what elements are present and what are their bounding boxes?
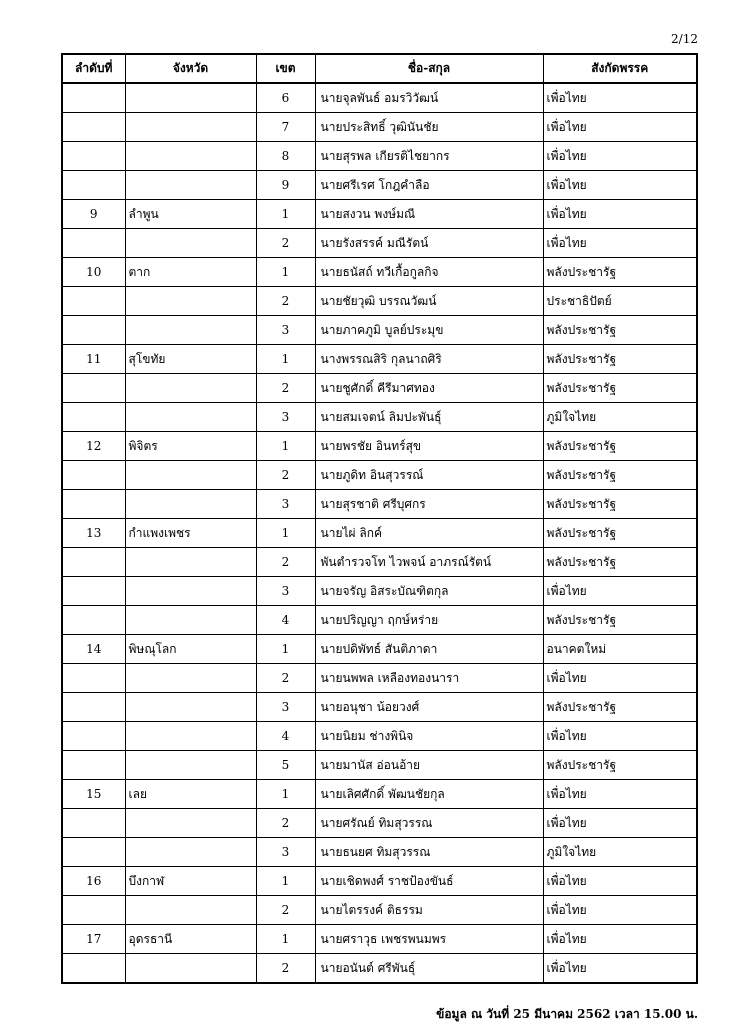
cell-party: ภูมิใจไทย (543, 838, 697, 867)
cell-district: 3 (256, 316, 315, 345)
cell-party: พลังประชารัฐ (543, 606, 697, 635)
cell-order (62, 229, 125, 258)
cell-district: 1 (256, 345, 315, 374)
cell-order (62, 403, 125, 432)
cell-district: 1 (256, 867, 315, 896)
table-row (62, 925, 697, 954)
cell-order (62, 577, 125, 606)
cell-party: เพื่อไทย (543, 809, 697, 838)
cell-party: เพื่อไทย (543, 954, 697, 984)
cell-name: นายธนยศ ทิมสุวรรณ (315, 838, 543, 867)
cell-name: นายศรีเรศ โกฎคำลือ (315, 171, 543, 200)
cell-name: นายอนันต์ ศรีพันธุ์ (315, 954, 543, 984)
cell-district: 2 (256, 664, 315, 693)
cell-order (62, 490, 125, 519)
cell-province (125, 229, 256, 258)
cell-party: เพื่อไทย (543, 780, 697, 809)
cell-province: เลย (125, 780, 256, 809)
cell-party: พลังประชารัฐ (543, 490, 697, 519)
cell-party: เพื่อไทย (543, 113, 697, 142)
table-row (62, 171, 697, 200)
cell-province (125, 113, 256, 142)
cell-order: 16 (62, 867, 125, 896)
cell-district: 7 (256, 113, 315, 142)
cell-name: นายนิยม ช่างพินิจ (315, 722, 543, 751)
cell-party: เพื่อไทย (543, 171, 697, 200)
cell-district: 2 (256, 954, 315, 984)
cell-order (62, 606, 125, 635)
cell-party: พลังประชารัฐ (543, 258, 697, 287)
cell-party: ภูมิใจไทย (543, 403, 697, 432)
table-row (62, 896, 697, 925)
cell-province: ลำพูน (125, 200, 256, 229)
cell-province (125, 577, 256, 606)
cell-province (125, 171, 256, 200)
table-row (62, 577, 697, 606)
table-row (62, 606, 697, 635)
table-row (62, 780, 697, 809)
cell-district: 3 (256, 693, 315, 722)
cell-name: นายสุรพล เกียรติไชยากร (315, 142, 543, 171)
cell-province (125, 896, 256, 925)
cell-district: 1 (256, 432, 315, 461)
cell-order: 9 (62, 200, 125, 229)
cell-district: 6 (256, 83, 315, 113)
cell-order (62, 142, 125, 171)
cell-name: นายมานัส อ่อนอ้าย (315, 751, 543, 780)
cell-province: พิจิตร (125, 432, 256, 461)
cell-province (125, 664, 256, 693)
cell-order: 17 (62, 925, 125, 954)
cell-province: สุโขทัย (125, 345, 256, 374)
cell-party: พลังประชารัฐ (543, 548, 697, 577)
cell-order (62, 954, 125, 984)
table-row (62, 751, 697, 780)
cell-name: นายภูดิท อินสุวรรณ์ (315, 461, 543, 490)
cell-province (125, 809, 256, 838)
table-row (62, 693, 697, 722)
cell-order (62, 751, 125, 780)
cell-party: เพื่อไทย (543, 200, 697, 229)
cell-province (125, 374, 256, 403)
cell-party: ประชาธิปัตย์ (543, 287, 697, 316)
cell-name: นางพรรณสิริ กุลนาถศิริ (315, 345, 543, 374)
cell-party: เพื่อไทย (543, 867, 697, 896)
cell-province: อุดรธานี (125, 925, 256, 954)
cell-district: 5 (256, 751, 315, 780)
cell-district: 9 (256, 171, 315, 200)
table-row (62, 664, 697, 693)
cell-party: เพื่อไทย (543, 664, 697, 693)
cell-district: 8 (256, 142, 315, 171)
table-row (62, 809, 697, 838)
cell-order (62, 548, 125, 577)
cell-district: 1 (256, 925, 315, 954)
cell-order (62, 461, 125, 490)
cell-district: 2 (256, 229, 315, 258)
table-row (62, 374, 697, 403)
cell-district: 1 (256, 519, 315, 548)
cell-province (125, 751, 256, 780)
cell-name: นายภาคภูมิ บูลย์ประมุข (315, 316, 543, 345)
cell-district: 3 (256, 403, 315, 432)
cell-party: พลังประชารัฐ (543, 345, 697, 374)
table-row (62, 954, 697, 984)
table-row (62, 403, 697, 432)
table-row (62, 316, 697, 345)
table-row (62, 548, 697, 577)
table-row (62, 113, 697, 142)
cell-province (125, 693, 256, 722)
cell-party: เพื่อไทย (543, 925, 697, 954)
cell-province (125, 838, 256, 867)
cell-province (125, 287, 256, 316)
cell-district: 2 (256, 374, 315, 403)
cell-party: พลังประชารัฐ (543, 432, 697, 461)
cell-province (125, 461, 256, 490)
cell-name: นายไผ่ ลิกค์ (315, 519, 543, 548)
cell-province (125, 548, 256, 577)
table-row (62, 200, 697, 229)
cell-order: 14 (62, 635, 125, 664)
cell-party: เพื่อไทย (543, 722, 697, 751)
cell-party: เพื่อไทย (543, 83, 697, 113)
table-row (62, 635, 697, 664)
cell-order: 13 (62, 519, 125, 548)
cell-name: นายรังสรรค์ มณีรัตน์ (315, 229, 543, 258)
cell-party: พลังประชารัฐ (543, 374, 697, 403)
cell-name: นายสงวน พงษ์มณี (315, 200, 543, 229)
header-province: จังหวัด (125, 54, 256, 83)
cell-district: 1 (256, 200, 315, 229)
cell-province (125, 83, 256, 113)
cell-district: 2 (256, 896, 315, 925)
header-order: ลำดับที่ (62, 54, 125, 83)
cell-order: 15 (62, 780, 125, 809)
cell-district: 3 (256, 490, 315, 519)
cell-district: 1 (256, 635, 315, 664)
cell-province (125, 722, 256, 751)
cell-province: พิษณุโลก (125, 635, 256, 664)
cell-province (125, 316, 256, 345)
table-row (62, 490, 697, 519)
table-row (62, 229, 697, 258)
cell-province (125, 490, 256, 519)
table-row (62, 345, 697, 374)
table-row (62, 432, 697, 461)
cell-order (62, 113, 125, 142)
cell-name: นายศรัณย์ ทิมสุวรรณ (315, 809, 543, 838)
cell-name: นายศราวุธ เพชรพนมพร (315, 925, 543, 954)
cell-name: นายปริญญา ฤกษ์หร่าย (315, 606, 543, 635)
cell-party: เพื่อไทย (543, 896, 697, 925)
cell-district: 1 (256, 258, 315, 287)
table-row (62, 258, 697, 287)
cell-district: 2 (256, 287, 315, 316)
table-header-row (62, 54, 697, 83)
cell-name: นายสมเจตน์ ลิมปะพันธุ์ (315, 403, 543, 432)
cell-order (62, 809, 125, 838)
cell-name: นายสุรชาติ ศรีบุศกร (315, 490, 543, 519)
table-row (62, 867, 697, 896)
cell-name: นายธนัสถ์ ทวีเกื้อกูลกิจ (315, 258, 543, 287)
cell-district: 4 (256, 722, 315, 751)
table-row (62, 142, 697, 171)
cell-name: นายประสิทธิ์ วุฒินันชัย (315, 113, 543, 142)
cell-party: อนาคตใหม่ (543, 635, 697, 664)
cell-party: พลังประชารัฐ (543, 519, 697, 548)
cell-district: 1 (256, 780, 315, 809)
table-body (62, 83, 697, 983)
cell-order (62, 664, 125, 693)
cell-name: นายชูศักดิ์ คีรีมาศทอง (315, 374, 543, 403)
cell-name: นายชัยวุฒิ บรรณวัฒน์ (315, 287, 543, 316)
cell-order: 12 (62, 432, 125, 461)
cell-district: 3 (256, 838, 315, 867)
cell-order (62, 171, 125, 200)
cell-name: นายอนุชา น้อยวงศ์ (315, 693, 543, 722)
mp-results-table (61, 53, 698, 984)
table-row (62, 287, 697, 316)
cell-party: เพื่อไทย (543, 229, 697, 258)
cell-name: นายนพพล เหลืองทองนารา (315, 664, 543, 693)
cell-order (62, 83, 125, 113)
table-row (62, 838, 697, 867)
cell-order (62, 838, 125, 867)
cell-name: นายพรชัย อินทร์สุข (315, 432, 543, 461)
cell-province (125, 403, 256, 432)
cell-party: เพื่อไทย (543, 142, 697, 171)
cell-name: พันตำรวจโท ไวพจน์ อาภรณ์รัตน์ (315, 548, 543, 577)
cell-order: 10 (62, 258, 125, 287)
cell-name: นายเชิดพงศ์ ราชป้องขันธ์ (315, 867, 543, 896)
cell-name: นายปดิพัทธ์ สันติภาดา (315, 635, 543, 664)
cell-district: 2 (256, 809, 315, 838)
cell-name: นายจรัญ อิสระบัณฑิตกุล (315, 577, 543, 606)
cell-district: 2 (256, 548, 315, 577)
cell-order (62, 374, 125, 403)
cell-province: กำแพงเพชร (125, 519, 256, 548)
cell-province (125, 954, 256, 984)
cell-name: นายจุลพันธ์ อมรวิวัฒน์ (315, 83, 543, 113)
cell-order (62, 316, 125, 345)
table-row (62, 722, 697, 751)
header-name: ชื่อ-สกุล (315, 54, 543, 83)
cell-name: นายไตรรงค์ ติธรรม (315, 896, 543, 925)
header-party: สังกัดพรรค (543, 54, 697, 83)
page-number: 2/12 (671, 32, 698, 46)
cell-party: พลังประชารัฐ (543, 693, 697, 722)
cell-party: พลังประชารัฐ (543, 461, 697, 490)
table-row (62, 83, 697, 113)
cell-province (125, 606, 256, 635)
cell-order (62, 722, 125, 751)
cell-district: 3 (256, 577, 315, 606)
table-row (62, 519, 697, 548)
cell-party: พลังประชารัฐ (543, 751, 697, 780)
cell-order (62, 693, 125, 722)
cell-province (125, 142, 256, 171)
cell-district: 4 (256, 606, 315, 635)
header-district: เขต (256, 54, 315, 83)
cell-party: พลังประชารัฐ (543, 316, 697, 345)
cell-district: 2 (256, 461, 315, 490)
cell-party: เพื่อไทย (543, 577, 697, 606)
cell-order: 11 (62, 345, 125, 374)
cell-order (62, 896, 125, 925)
data-timestamp-note: ข้อมูล ณ วันที่ 25 มีนาคม 2562 เวลา 15.00 น. (436, 1007, 698, 1021)
table-row (62, 461, 697, 490)
cell-province: ตาก (125, 258, 256, 287)
cell-name: นายเลิศศักดิ์ พัฒนชัยกุล (315, 780, 543, 809)
cell-province: บึงกาฬ (125, 867, 256, 896)
cell-order (62, 287, 125, 316)
